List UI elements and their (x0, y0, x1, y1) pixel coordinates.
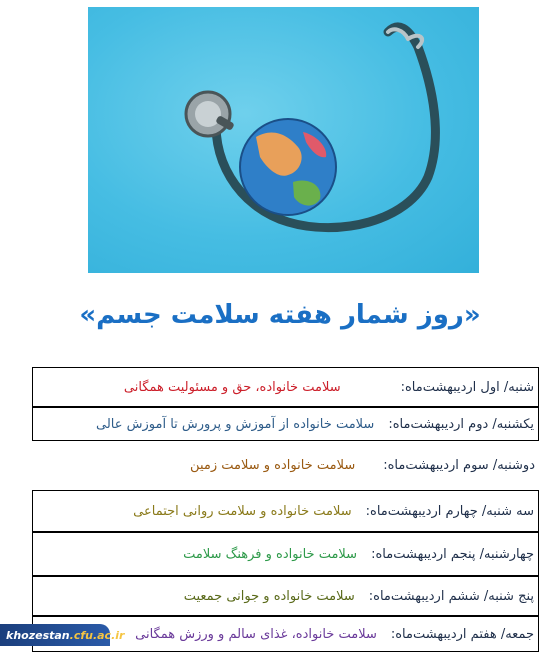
schedule-theme: سلامت خانواده و فرهنگ سلامت (183, 546, 358, 562)
watermark-prefix: khozestan (6, 628, 70, 642)
schedule-day: پنج شنبه/ ششم اردیبهشت‌ماه: (368, 588, 534, 604)
schedule-day: دوشنبه/ سوم اردیبهشت‌ماه: (383, 457, 535, 473)
schedule-theme: سلامت خانواده و سلامت روانی اجتماعی (133, 503, 352, 519)
schedule-row (32, 447, 539, 483)
schedule-day: شنبه/ اول اردیبهشت‌ماه: (400, 379, 534, 395)
schedule-theme: سلامت خانواده از آموزش و پرورش تا آموزش عالی (95, 416, 375, 432)
schedule-theme: سلامت خانواده، غذای سالم و ورزش همگانی (135, 626, 377, 642)
site-watermark (0, 624, 125, 646)
page-title: «روز شمار هفته سلامت جسم» (79, 300, 481, 330)
stethoscope-globe-image (88, 7, 479, 273)
schedule-theme: سلامت خانواده و جوانی جمعیت (183, 588, 355, 604)
schedule-row (32, 490, 539, 532)
schedule-theme: سلامت خانواده، حق و مسئولیت همگانی (123, 379, 341, 395)
schedule-row (32, 532, 539, 576)
schedule-day: جمعه/ هفتم اردیبهشت‌ماه: (390, 626, 534, 642)
schedule-theme: سلامت خانواده و سلامت زمین (190, 457, 356, 473)
schedule-day: یکشنبه/ دوم اردیبهشت‌ماه: (388, 416, 534, 432)
schedule-day: چهارشنبه/ پنجم اردیبهشت‌ماه: (371, 546, 534, 562)
stethoscope-globe-illustration (88, 7, 479, 273)
watermark-domain: .cfu.ac.ir (69, 628, 125, 642)
schedule-row (32, 367, 539, 407)
schedule-row (32, 407, 539, 441)
schedule-day: سه شنبه/ چهارم اردیبهشت‌ماه: (365, 503, 534, 519)
schedule-row (32, 576, 539, 616)
